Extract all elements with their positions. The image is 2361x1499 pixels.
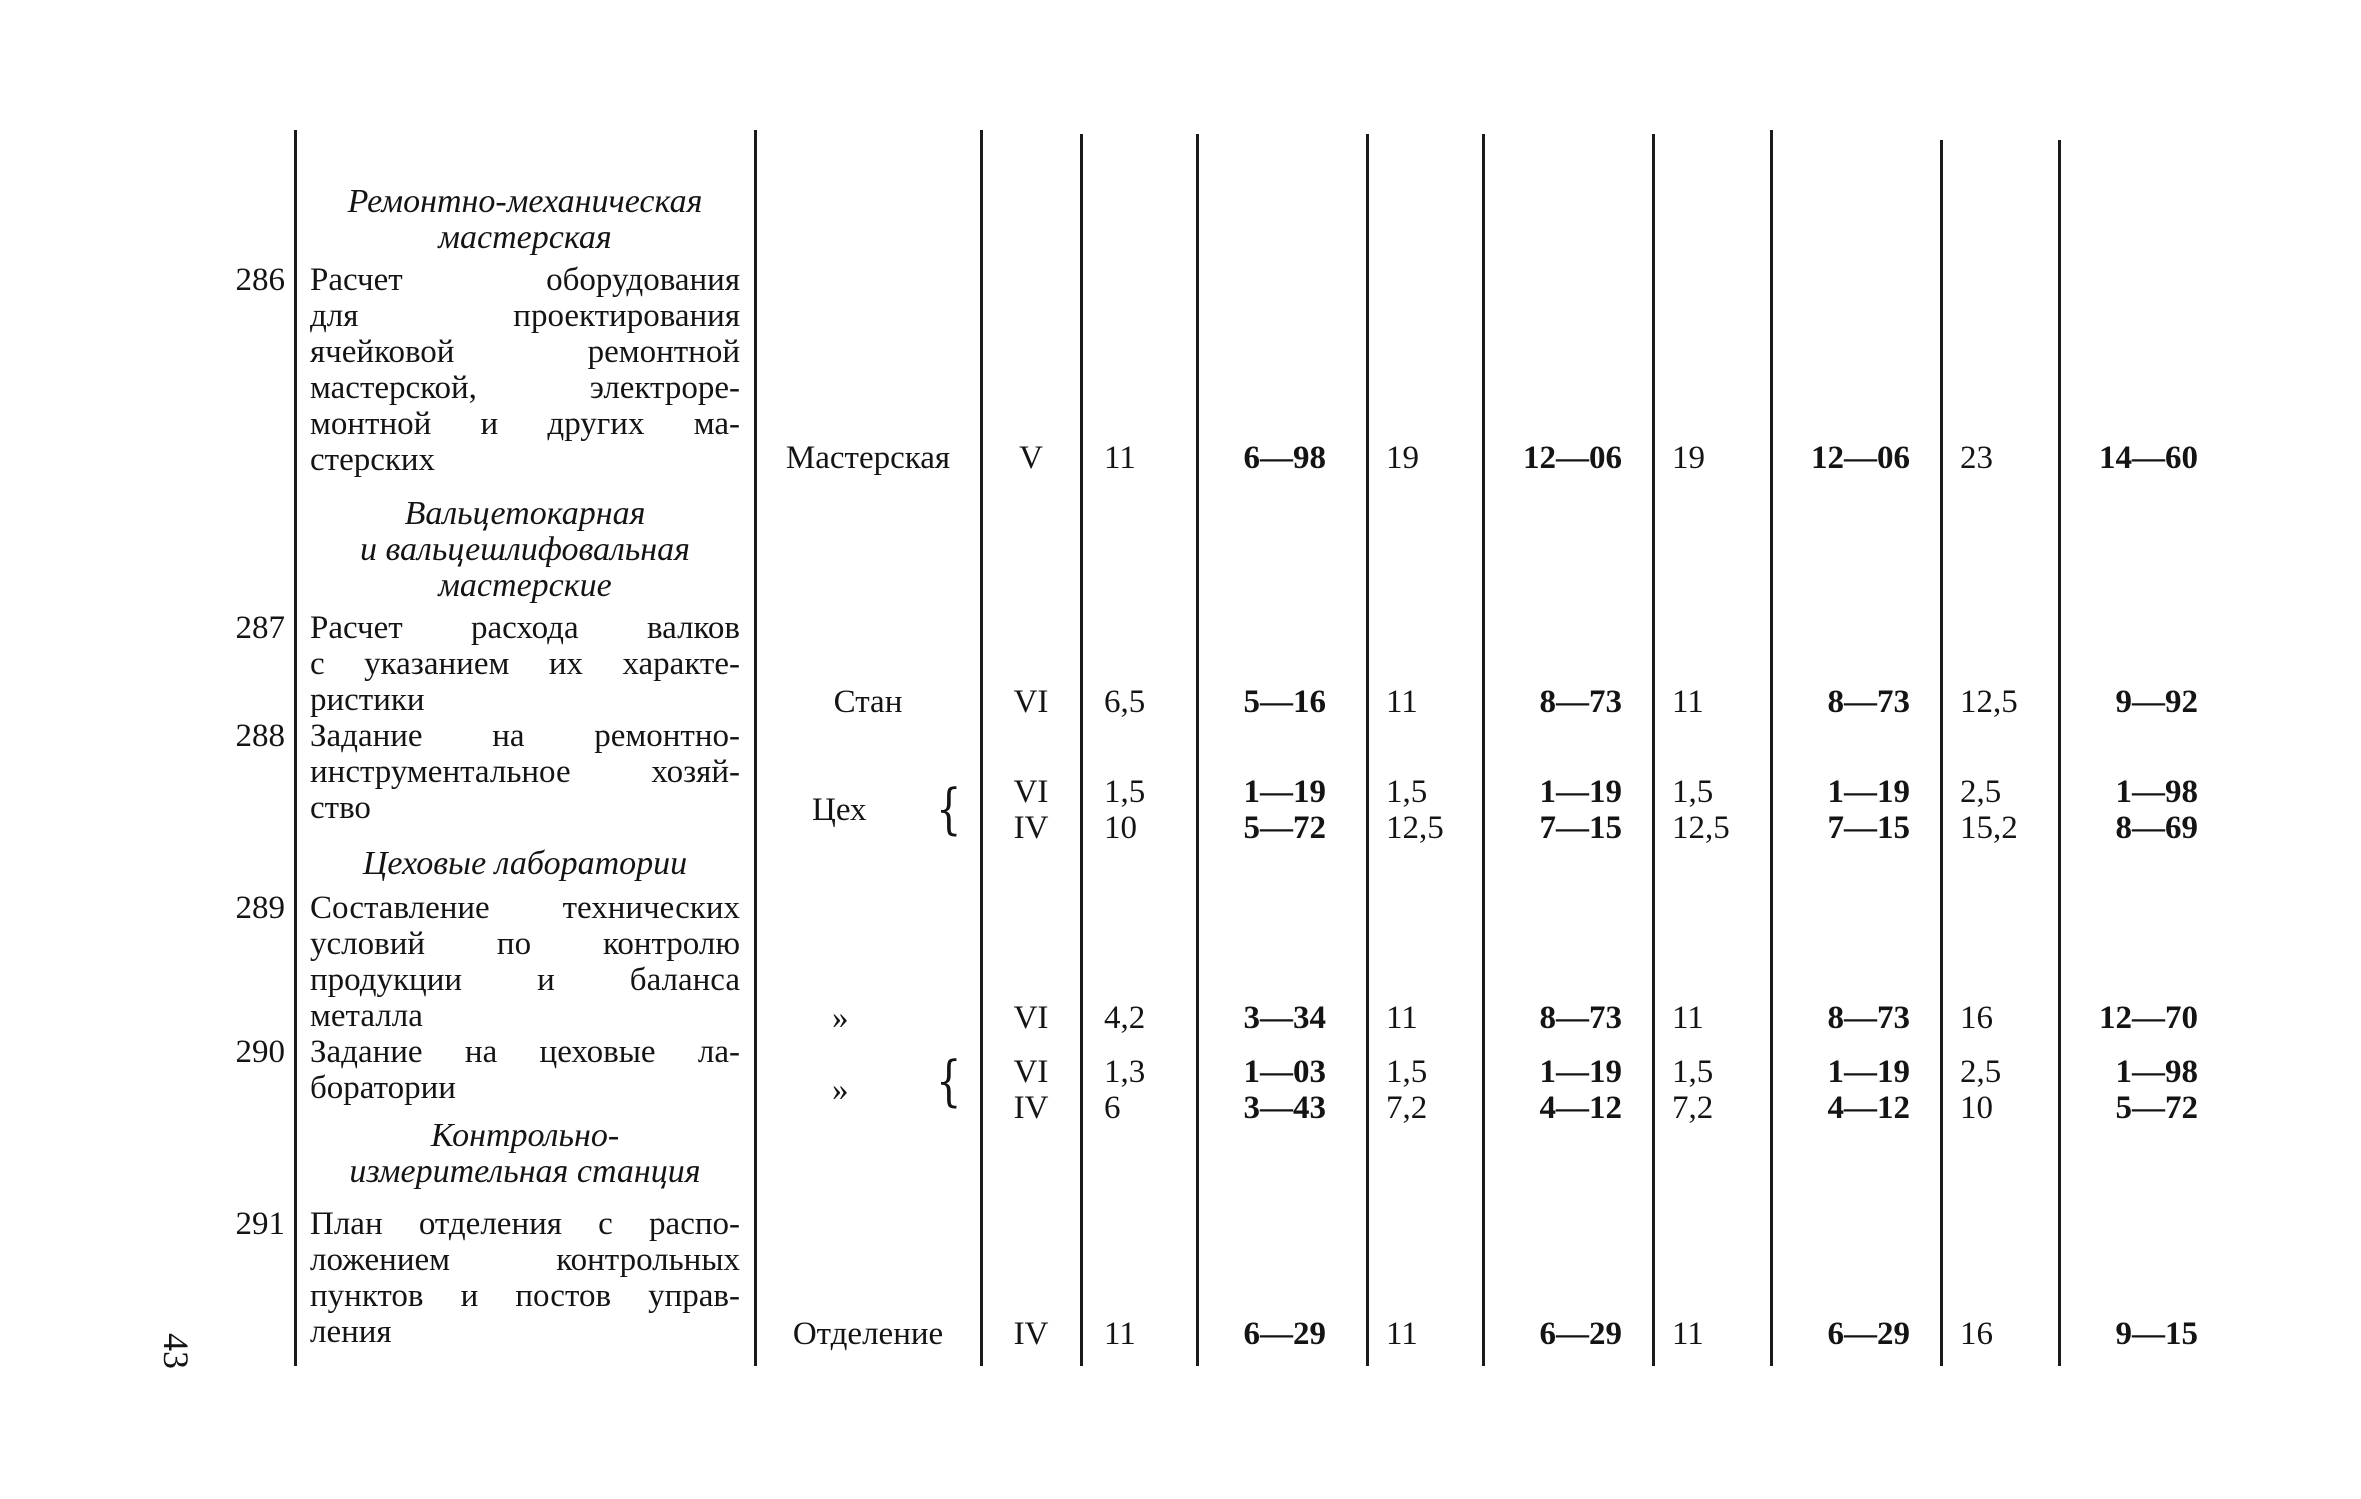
cost-cell: 7—15 — [1827, 810, 1910, 846]
page-number: 43 — [156, 1333, 196, 1369]
quantity-cell: 1,5 — [1104, 774, 1146, 810]
cost-cell: 6—29 — [1243, 1316, 1326, 1352]
quantity-cell: 10 — [1104, 810, 1137, 846]
quantity-cell: 7,2 — [1672, 1090, 1714, 1126]
brace-icon: { — [936, 778, 962, 842]
quantity-cell: 11 — [1386, 1000, 1418, 1036]
quantity-cell: 1,5 — [1672, 774, 1714, 810]
cost-cell: 8—73 — [1827, 684, 1910, 720]
section-heading-control-station: Контрольно- измерительная станция — [349, 1117, 701, 1190]
unit-cell: Цех — [812, 792, 867, 828]
quantity-cell: 11 — [1104, 1316, 1136, 1352]
quantity-cell: 12,5 — [1386, 810, 1444, 846]
cost-cell: 8—73 — [1539, 1000, 1622, 1036]
cost-cell: 12—06 — [1811, 440, 1910, 476]
row-description: Составление технических условий по контролю продукции и баланса металла — [310, 890, 740, 1034]
quantity-cell: 16 — [1960, 1000, 1993, 1036]
quantity-cell: 2,5 — [1960, 774, 2002, 810]
cost-cell: 9—92 — [2115, 684, 2198, 720]
cost-cell: 14—60 — [2099, 440, 2198, 476]
quantity-cell: 1,3 — [1104, 1054, 1146, 1090]
column-rule-5 — [1196, 134, 1199, 1366]
cost-cell: 1—98 — [2115, 774, 2198, 810]
category-cell: VI — [1013, 684, 1049, 720]
unit-cell: » — [832, 1072, 849, 1108]
cost-cell: 3—34 — [1243, 1000, 1326, 1036]
quantity-cell: 6,5 — [1104, 684, 1146, 720]
column-rule-8 — [1652, 134, 1655, 1366]
cost-cell: 1—98 — [2115, 1054, 2198, 1090]
category-cell: V — [1019, 440, 1043, 476]
quantity-cell: 7,2 — [1386, 1090, 1428, 1126]
unit-cell: Стан — [833, 684, 903, 720]
category-cell: IV — [1013, 810, 1049, 846]
row-number: 287 — [235, 610, 285, 646]
quantity-cell: 11 — [1386, 1316, 1418, 1352]
column-rule-7 — [1482, 134, 1485, 1366]
column-rule-1 — [294, 130, 297, 1366]
cost-cell: 5—72 — [2115, 1090, 2198, 1126]
column-rule-10 — [1940, 140, 1943, 1366]
cost-cell: 4—12 — [1539, 1090, 1622, 1126]
cost-cell: 5—72 — [1243, 810, 1326, 846]
column-rule-2 — [754, 130, 757, 1366]
quantity-cell: 11 — [1104, 440, 1136, 476]
quantity-cell: 1,5 — [1386, 1054, 1428, 1090]
row-number: 288 — [235, 718, 285, 754]
quantity-cell: 16 — [1960, 1316, 1993, 1352]
quantity-cell: 11 — [1672, 1000, 1704, 1036]
quantity-cell: 12,5 — [1960, 684, 2018, 720]
row-number: 291 — [235, 1206, 285, 1242]
quantity-cell: 11 — [1386, 684, 1418, 720]
quantity-cell: 1,5 — [1672, 1054, 1714, 1090]
cost-cell: 7—15 — [1539, 810, 1622, 846]
quantity-cell: 11 — [1672, 684, 1704, 720]
quantity-cell: 10 — [1960, 1090, 1993, 1126]
quantity-cell: 15,2 — [1960, 810, 2018, 846]
quantity-cell: 6 — [1104, 1090, 1121, 1126]
column-rule-9 — [1770, 130, 1773, 1366]
cost-cell: 1—19 — [1243, 774, 1326, 810]
section-heading-repair-workshop: Ремонтно-механическая мастерская — [347, 183, 703, 256]
quantity-cell: 2,5 — [1960, 1054, 2002, 1090]
cost-cell: 1—19 — [1827, 774, 1910, 810]
row-number: 286 — [235, 262, 285, 298]
quantity-cell: 19 — [1672, 440, 1705, 476]
row-number: 290 — [235, 1034, 285, 1070]
category-cell: VI — [1013, 1000, 1049, 1036]
cost-cell: 8—69 — [2115, 810, 2198, 846]
quantity-cell: 12,5 — [1672, 810, 1730, 846]
unit-cell: Мастерская — [785, 440, 951, 476]
column-rule-4 — [1080, 134, 1083, 1366]
cost-cell: 5—16 — [1243, 684, 1326, 720]
row-description: План отделения с распо- ложением контрольных пунктов и постов управ- ления — [310, 1206, 740, 1350]
cost-cell: 12—06 — [1523, 440, 1622, 476]
cost-cell: 6—29 — [1539, 1316, 1622, 1352]
unit-cell: » — [832, 1000, 849, 1036]
quantity-cell: 4,2 — [1104, 1000, 1146, 1036]
cost-cell: 9—15 — [2115, 1316, 2198, 1352]
cost-cell: 12—70 — [2099, 1000, 2198, 1036]
cost-cell: 6—29 — [1827, 1316, 1910, 1352]
column-rule-11 — [2058, 140, 2061, 1366]
row-description: Расчет расхода валков с указанием их характе- ристики — [310, 610, 740, 718]
cost-cell: 8—73 — [1827, 1000, 1910, 1036]
row-description: Задание на цеховые ла- боратории — [310, 1034, 740, 1106]
column-rule-6 — [1366, 134, 1369, 1366]
column-rule-3 — [980, 130, 983, 1366]
cost-cell: 6—98 — [1243, 440, 1326, 476]
category-cell: IV — [1013, 1316, 1049, 1352]
category-cell: IV — [1013, 1090, 1049, 1126]
quantity-cell: 23 — [1960, 440, 1993, 476]
quantity-cell: 11 — [1672, 1316, 1704, 1352]
section-heading-roll-workshops: Вальцетокарная и вальцешлифовальная мастерские — [360, 495, 690, 604]
cost-cell: 3—43 — [1243, 1090, 1326, 1126]
row-description: Расчет оборудования для проектирования ячейковой ремонтной мастерской, электроре- монтной и других ма- стерских — [310, 262, 740, 478]
quantity-cell: 19 — [1386, 440, 1419, 476]
row-number: 289 — [235, 890, 285, 926]
cost-cell: 1—19 — [1539, 1054, 1622, 1090]
cost-cell: 4—12 — [1827, 1090, 1910, 1126]
cost-cell: 1—19 — [1827, 1054, 1910, 1090]
unit-cell: Отделение — [792, 1316, 944, 1352]
row-description: Задание на ремонтно- инструментальное хозяй- ство — [310, 718, 740, 826]
brace-icon: { — [936, 1050, 962, 1114]
cost-cell: 1—19 — [1539, 774, 1622, 810]
quantity-cell: 1,5 — [1386, 774, 1428, 810]
category-cell: VI — [1013, 774, 1049, 810]
section-heading-labs: Цеховые лаборатории — [362, 845, 688, 882]
category-cell: VI — [1013, 1054, 1049, 1090]
cost-cell: 1—03 — [1243, 1054, 1326, 1090]
cost-cell: 8—73 — [1539, 684, 1622, 720]
